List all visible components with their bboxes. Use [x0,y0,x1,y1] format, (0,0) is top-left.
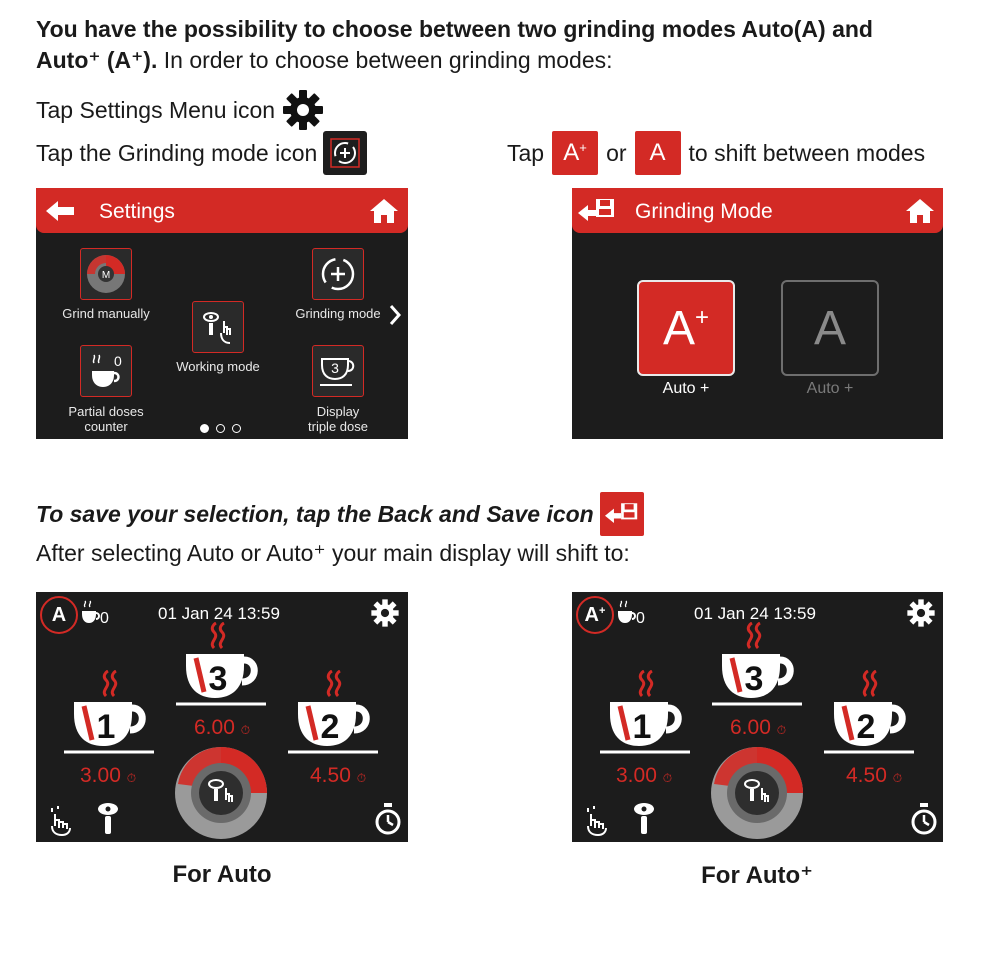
working-mode-button[interactable] [192,301,244,353]
dose-2-button[interactable] [824,700,916,767]
grinding-mode-button[interactable] [312,248,364,300]
touch-hand-icon[interactable] [584,804,610,836]
dose-2-time-value: 4.50 [310,764,351,787]
step-shift-modes [507,131,925,175]
grind-manually-button[interactable] [80,248,132,300]
auto-letter: A [813,301,846,355]
single-cup-icon [64,700,156,762]
timer-icon[interactable] [374,802,402,836]
page-dot-1[interactable] [200,424,209,433]
a-tile-icon [635,131,681,175]
aplus-tile-letter: A [563,139,580,166]
grinding-mode-cycle-icon [317,253,359,295]
double-cup-icon [288,700,380,762]
triple-cup-icon-number: 3 [744,660,764,698]
partial-doses-label [50,404,162,434]
counter-cup-icon [616,600,638,626]
dose-1-button[interactable] [600,700,692,767]
intro-line2-bold: Auto⁺ (A⁺). [36,47,158,73]
back-save-icon[interactable] [578,196,616,226]
step3-pre: Tap [507,140,545,166]
grinding-mode-icon [323,131,367,175]
double-cup-icon [824,700,916,762]
datetime: 01 Jan 24 13:59 [694,604,816,623]
dose-3-time [730,716,786,740]
settings-header [36,188,408,233]
dose-2-button[interactable] [288,700,380,767]
auto-plus-letter: A [662,301,695,355]
step3-or: or [606,140,627,166]
caption-auto: For Auto [172,861,272,888]
dose-3-time [194,716,250,740]
auto-label: Auto + [806,380,854,397]
timer-icon[interactable] [910,802,938,836]
dose-1-time [616,764,672,788]
page-dot-2[interactable] [216,424,225,433]
grind-manually-dial[interactable] [708,744,806,842]
counter-cup-icon [80,600,102,626]
steam-icon-1 [100,670,122,698]
settings-title: Settings [99,200,175,223]
triple-cup-icon [176,652,268,714]
intro-line1: You have the possibility to choose between two grinding modes Auto(A) and [36,16,873,42]
chevron-right-icon[interactable] [388,304,402,326]
auto-plus-label: Auto + [662,380,710,397]
double-cup-icon-number: 2 [856,708,876,746]
dose-2-time [846,764,902,788]
partial-doses-badge: 0 [114,353,122,369]
home-icon[interactable] [905,197,935,225]
double-cup-icon-number: 2 [320,708,340,746]
dose-2-time-value: 4.50 [846,764,887,787]
partial-doses-cup-icon [84,349,128,393]
display-triple-dose-button[interactable] [312,345,364,397]
aplus-tile-sup: + [579,140,587,155]
svg-text:M: M [101,270,111,281]
grinding-mode-label: Grinding mode [295,306,381,321]
after-selection-text: After selecting Auto or Auto⁺ your main display will shift to: [36,540,630,566]
auto-plus-option[interactable] [637,280,735,376]
intro-text [36,14,966,76]
triple-dose-badge: 3 [331,360,339,376]
single-cup-icon-number: 1 [632,708,652,746]
step1-text: Tap Settings Menu icon [36,97,276,123]
partial-doses-label-line1: Partial doses [68,404,144,419]
timer-small-icon: ⏱ [240,723,251,737]
steam-icon-3 [744,622,766,650]
timer-small-icon: ⏱ [356,771,367,785]
auto-plus-sup: + [695,304,710,331]
home-icon[interactable] [369,197,399,225]
intro-line2-rest: In order to choose between grinding modes: [157,47,613,73]
main-display-auto [36,592,408,842]
dose-3-time-value: 6.00 [730,716,771,739]
portafilter-icon[interactable] [96,802,120,836]
aplus-tile-icon [552,131,598,175]
partial-doses-label-line2: counter [84,419,128,434]
steam-icon-2 [860,670,882,698]
mode-badge[interactable] [576,596,614,634]
mode-letter: A [584,603,599,626]
triple-dose-label-line2: triple dose [308,419,368,434]
triple-dose-label-line1: Display [316,404,360,419]
grinding-mode-header [572,188,943,233]
gear-icon[interactable] [370,598,400,628]
timer-small-icon: ⏱ [892,771,903,785]
counter-value: 0 [636,610,645,627]
dose-1-time [80,764,136,788]
gear-icon[interactable] [906,598,936,628]
dose-1-time-value: 3.00 [616,764,657,787]
single-cup-icon [600,700,692,762]
steam-icon-3 [208,622,230,650]
datetime: 01 Jan 24 13:59 [158,604,280,623]
mode-badge[interactable] [40,596,78,634]
triple-cup-icon [712,652,804,714]
dose-3-time-value: 6.00 [194,716,235,739]
partial-doses-button[interactable] [80,345,132,397]
grind-manually-icon [83,251,129,297]
working-mode-label: Working mode [176,359,260,374]
step-settings [36,88,325,132]
touch-hand-icon[interactable] [48,804,74,836]
portafilter-icon[interactable] [632,802,656,836]
grinding-mode-title: Grinding Mode [635,200,773,223]
timer-small-icon: ⏱ [776,723,787,737]
display-triple-dose-label [284,404,392,434]
dose-1-button[interactable] [64,700,156,767]
page-indicator[interactable] [200,424,241,433]
working-mode-icon [198,307,238,347]
save-instruction [36,492,644,536]
page-dot-3[interactable] [232,424,241,433]
counter-value: 0 [100,610,109,627]
dose-3-button[interactable] [712,652,804,719]
back-arrow-icon[interactable] [46,200,76,222]
caption-auto-plus: For Auto⁺ [701,862,813,889]
a-tile-letter: A [649,139,666,166]
main-display-auto-plus [572,592,943,842]
back-save-icon [600,492,644,536]
dose-3-button[interactable] [176,652,268,719]
steam-icon-1 [636,670,658,698]
dose-1-time-value: 3.00 [80,764,121,787]
grind-manually-dial[interactable] [172,744,270,842]
dose-2-time [310,764,366,788]
save-text: To save your selection, tap the Back and Save icon [36,500,594,527]
step-grinding-mode [36,131,367,175]
step2-text: Tap the Grinding mode icon [36,140,318,166]
auto-option[interactable] [781,280,879,376]
triple-cup-icon-number: 3 [208,660,228,698]
timer-small-icon: ⏱ [662,771,673,785]
grind-manually-label: Grind manually [62,306,150,321]
single-cup-icon-number: 1 [96,708,116,746]
steam-icon-2 [324,670,346,698]
gear-icon [281,88,325,132]
mode-sup: + [599,605,606,617]
triple-dose-cup-icon [316,349,360,393]
timer-small-icon: ⏱ [126,771,137,785]
settings-screen [36,188,408,439]
mode-letter: A [51,603,67,626]
step3-post: to shift between modes [688,140,926,166]
grinding-mode-screen [572,188,943,439]
